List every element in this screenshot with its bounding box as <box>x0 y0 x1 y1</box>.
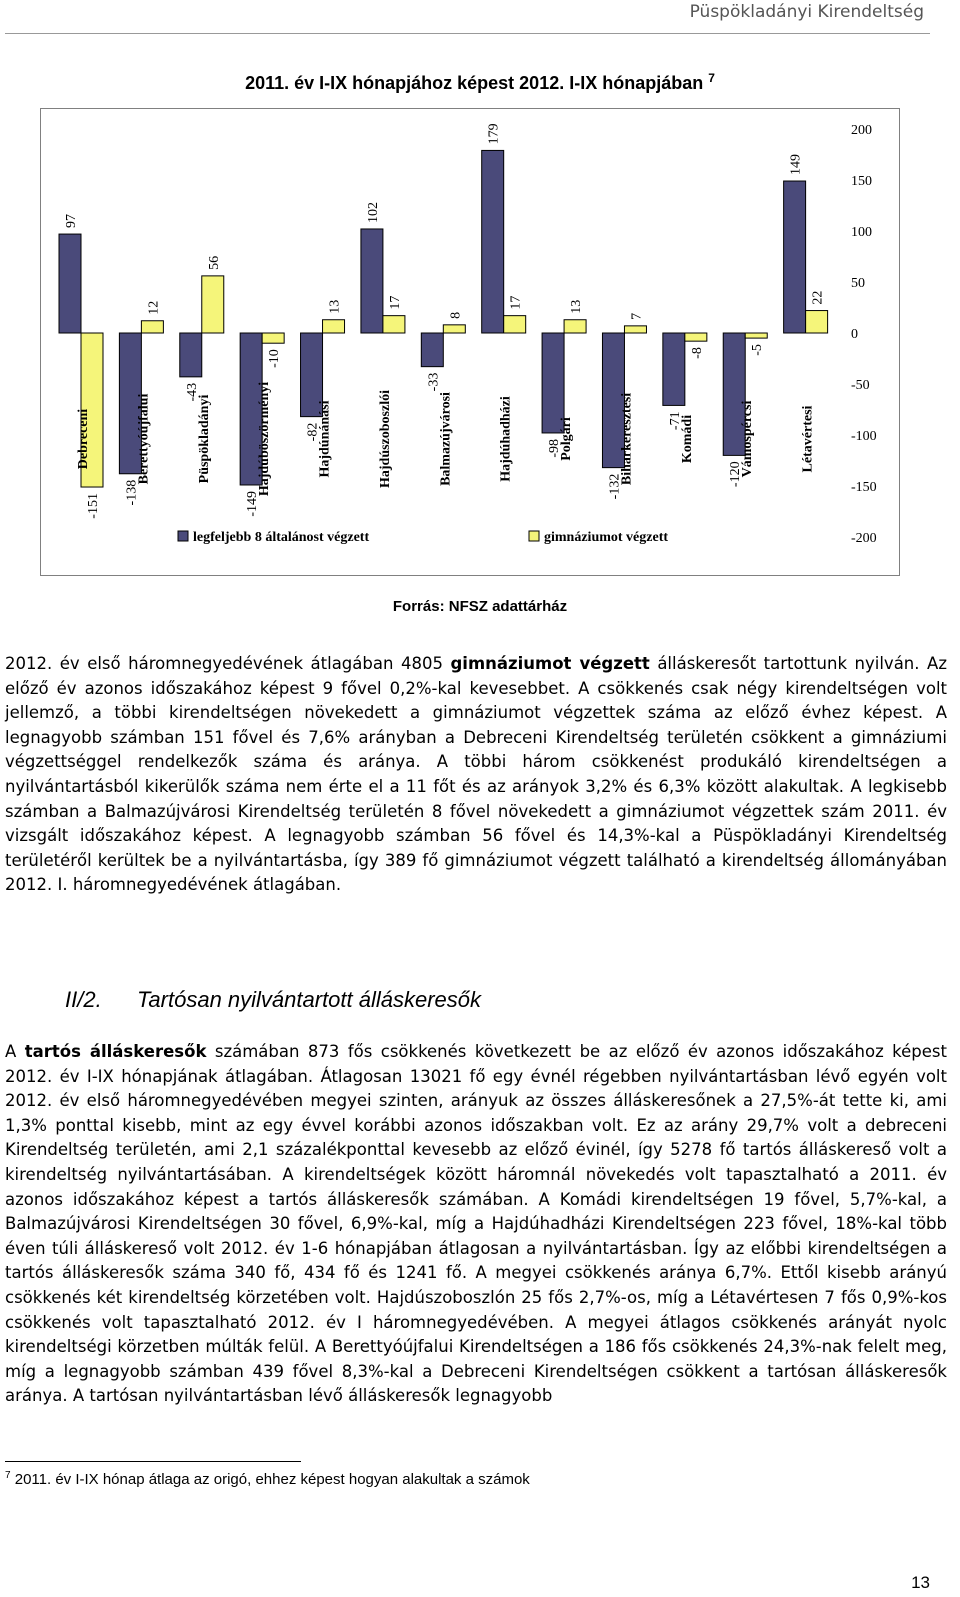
page-header: Püspökladányi Kirendeltség <box>689 2 924 22</box>
legend-swatch <box>529 531 539 541</box>
bar-gimn <box>323 320 345 333</box>
data-label: 22 <box>810 290 826 305</box>
data-label: 179 <box>486 123 502 145</box>
bar-gimn <box>141 321 163 333</box>
y-tick-label: -50 <box>851 378 870 393</box>
header-rule <box>5 33 930 34</box>
p1-bold: gimnáziumot végzett <box>450 654 650 673</box>
chart-source: Forrás: NFSZ adattárház <box>392 598 568 615</box>
data-label: -151 <box>86 493 101 519</box>
category-label: Hajdúhadházi <box>498 396 514 482</box>
data-label: -71 <box>667 411 683 431</box>
bar-chart <box>41 109 899 575</box>
bar-alt8 <box>421 333 443 367</box>
p2-bold: tartós álláskeresők <box>24 1042 207 1061</box>
data-label: 13 <box>327 299 343 314</box>
data-label: -149 <box>245 490 261 517</box>
section-title: Tartósan nyilvántartott álláskeresők <box>137 987 482 1012</box>
data-label: -98 <box>547 438 563 458</box>
category-label: Berettyóújfalui <box>136 393 152 485</box>
y-tick-label: 0 <box>851 327 858 342</box>
bar-gimn <box>443 325 465 333</box>
bar-gimn <box>202 276 224 333</box>
chart-title-footnote-mark: 7 <box>708 71 715 85</box>
chart-frame <box>40 108 900 576</box>
p2-text-c: számában 873 fős csökkenés következett be az előző év azonos időszakához képest 2012. év I-IX hónapjának átlagában. Átlagosan 13021 fő egy évnél régebben nyilvántartásban lévő egyén volt 2012. év első háromnegyedévében megyei szinten, arányuk az összes álláskeresőnek a 27,5%-át tette ki, ami 1,3% ponttal kisebb, mint az egy évvel korábbi azonos időszakban volt. Ez az arány 29,7% volt a debreceni Kirendeltség területén, ami 2,1 százalékponttal kevesebb az előző évinél, így 5278 fő tartós álláskereső volt a kirendeltség nyilvántartásában. A kirendeltségek között háromnál növekedés volt tapasztalható a 2011. év azonos időszakához képest a tartós álláskeresők számában. A Komádi kirendeltségen 19 fővel, 5,7%-kal, a Balmazújvárosi Kirendeltségen 30 fővel, 6,9%-kal, míg a Hajdúhadházi Kirendeltségen 223 fővel, 18%-kal több éven túli álláskereső volt 2012. év 1-6 hónapjában átlagosan a nyilvántartásban. Így az előbbi kirendeltségen a tartós álláskeresők száma 340 fő, 434 fő és 1241 fő. A megyei csökkenés aránya 6,7%. Ettől kisebb arányú csökkenés két kirendeltség körzetében volt. Hajdúszoboszlón 25 fős 2,7%-os, míg a Létavértesen 7 fős 0,9%-kos csökkenés volt tapasztalható 2012. év I háromnegyedévében. A megyei átlagos csökkenés arányát nyolc kirendeltségi körzetben múlták felül. A Berettyóújfalui Kirendeltségen a 186 fős csökkenés 24,3%-nak felelt meg, míg a legnagyobb számban 439 fővel 8,3%-kal a Debreceni Kirendeltségen csökkent a tartósan álláskeresők aránya. A tartósan nyilvántartásban lévő álláskeresők legnagyobb <box>5 1042 947 1406</box>
legend-swatch <box>178 531 188 541</box>
bar-alt8 <box>59 234 81 333</box>
data-label: 56 <box>206 255 222 270</box>
category-label: Debreceni <box>76 408 91 470</box>
category-label: Püspökladányi <box>196 394 212 484</box>
category-label: Hajdúböszörményi <box>257 381 273 497</box>
data-label: -43 <box>184 382 200 402</box>
footnote-mark: 7 <box>5 1470 11 1481</box>
bar-alt8 <box>482 150 504 333</box>
y-tick-label: -200 <box>851 531 877 546</box>
category-label: Hajdúnánási <box>317 400 333 478</box>
legend-label: gimnáziumot végzett <box>544 530 669 545</box>
footnote <box>5 1470 530 1488</box>
data-label: 17 <box>508 295 524 310</box>
data-label: 13 <box>569 299 585 314</box>
bar-gimn <box>624 326 646 333</box>
bar-alt8 <box>663 333 685 405</box>
bar-gimn <box>685 333 707 341</box>
bar-gimn <box>383 316 405 333</box>
data-label: 17 <box>387 295 403 310</box>
data-label: 7 <box>629 312 645 320</box>
chart-title <box>0 71 960 94</box>
p1-text-c: álláskeresőt tartottunk nyilván. Az előző év azonos időszakához képest 9 fővel 0,2%-kal kevesebbet. A csökkenés csak négy kirendeltségen volt jellemző, a többi kirendeltségen növekedett a gimnáziumot végzettek száma az előző évhez képest. A legnagyobb számban 151 fővel és 7,6% arányban a Debreceni Kirendeltség területén csökkent a gimnáziumi végzettséggel rendelkezők száma és aránya. A többi három csökkenést produkáló kirendeltségen a nyilvántartásból kikerülők száma nem érte el a 11 főt és az arányok 3,2% és 6,3% között alakultak. A legkisebb számban a Balmazújvárosi Kirendeltség területén 8 fővel növekedett a gimnáziumot végzettek szám 2011. év vizsgált időszakához képest. A legnagyobb számban 56 fővel és 14,3%-kal a Püspökladányi Kirendeltség területéről kerültek be a nyilvántartásba, így 389 fő gimnáziumot végzett található a kirendeltség állományában 2012. I. háromnegyedévének átlagában. <box>5 654 947 895</box>
data-label: 97 <box>64 214 79 229</box>
bar-alt8 <box>361 229 383 333</box>
category-label: Komádi <box>679 414 695 464</box>
data-label: -5 <box>750 344 766 356</box>
data-label: -82 <box>305 422 321 442</box>
y-tick-label: -100 <box>851 429 877 444</box>
bar-gimn <box>806 311 828 333</box>
bar-gimn <box>745 333 767 338</box>
category-label: Balmazújvárosi <box>438 392 454 486</box>
bar-gimn <box>262 333 284 343</box>
data-label: -8 <box>689 347 705 359</box>
y-tick-label: 50 <box>851 276 865 291</box>
p2-text-a: A <box>5 1042 25 1061</box>
category-label: Polgári <box>559 417 575 461</box>
footnote-rule <box>5 1461 301 1462</box>
chart-title-text: 2011. év I-IX hónapjához képest 2012. I-IX hónapjában <box>245 73 704 93</box>
bar-alt8 <box>180 333 202 377</box>
category-label: Hajdúszoboszlói <box>377 389 393 489</box>
data-label: 102 <box>365 201 381 223</box>
section-heading <box>65 987 481 1013</box>
bar-gimn <box>504 316 526 333</box>
data-label: -120 <box>728 461 744 488</box>
y-tick-label: 100 <box>851 225 872 240</box>
bar-gimn <box>564 320 586 333</box>
footnote-text: 2011. év I-IX hónap átlaga az origó, ehhez képest hogyan alakultak a számok <box>10 1471 530 1488</box>
page-number: 13 <box>911 1573 930 1592</box>
y-tick-label: 150 <box>851 174 872 189</box>
category-label: Biharkeresztesi <box>619 392 635 486</box>
data-label: -33 <box>426 372 442 392</box>
y-tick-label: -150 <box>851 480 877 495</box>
paragraph-tartos <box>5 1040 947 1409</box>
legend-label: legfeljebb 8 általánost végzett <box>193 530 370 545</box>
bar-alt8 <box>784 181 806 333</box>
data-label: 149 <box>788 154 804 176</box>
category-label: Vámospércsi <box>740 400 756 478</box>
paragraph-gimnazium <box>5 652 947 898</box>
data-label: -132 <box>607 473 623 500</box>
data-label: -10 <box>267 349 283 368</box>
category-label: Létavértesi <box>800 405 816 473</box>
section-number: II/2. <box>65 987 102 1012</box>
data-label: -138 <box>124 479 140 506</box>
data-label: 8 <box>448 311 464 319</box>
y-tick-label: 200 <box>851 123 872 138</box>
p1-text-a: 2012. év első háromnegyedévének átlagában 4805 <box>5 654 451 673</box>
data-label: 12 <box>146 300 162 315</box>
